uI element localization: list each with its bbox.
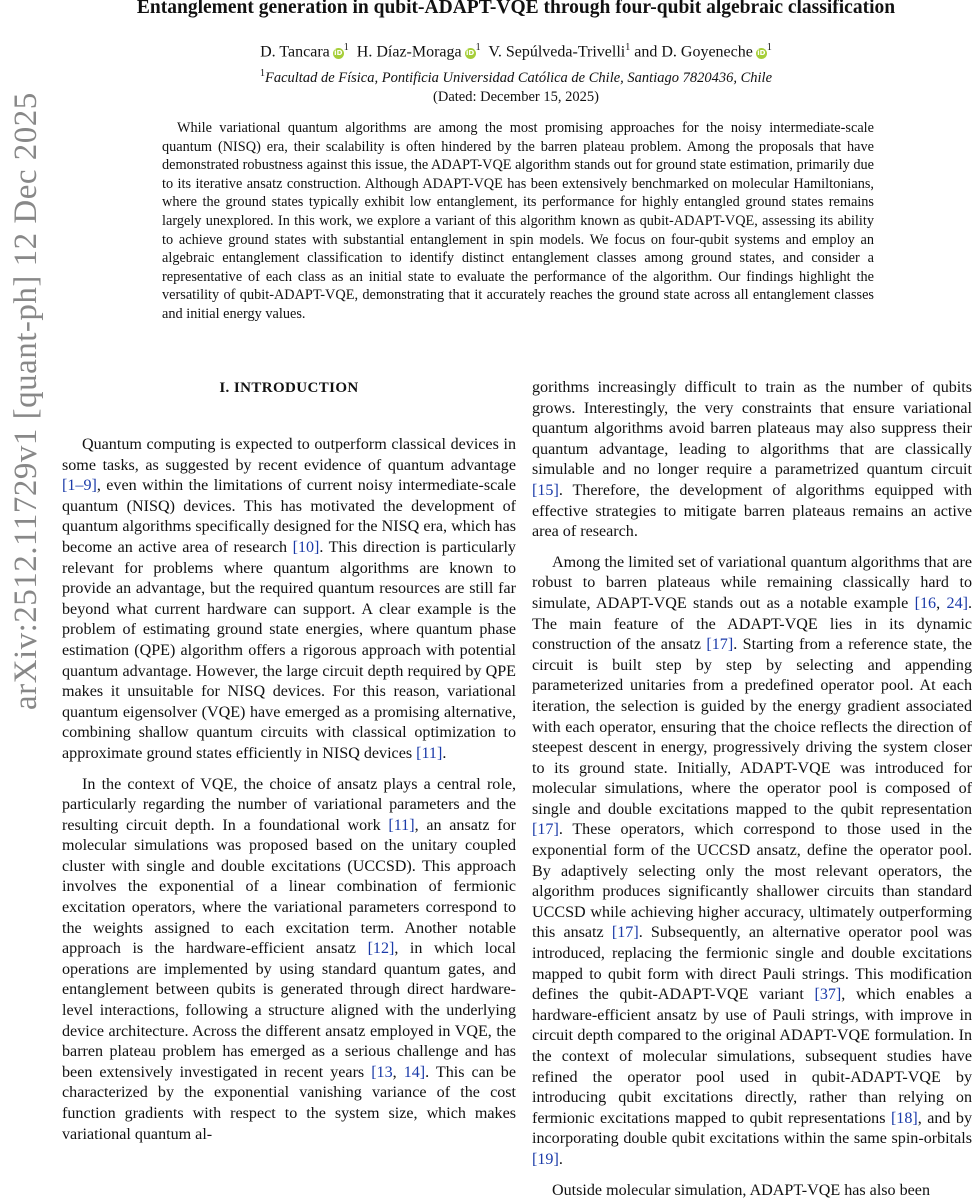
citation-link[interactable]: [18] xyxy=(890,1109,918,1127)
paragraph: gorithms increasingly difficult to train as the number of qubits grows. Interestingly, the very constraints that ensure variational quantum algorithms avoid barren plateaus may also suppress their quantum advantage, leading to algorithms that are classically simulable and no longer require a parametrized quantum circuit [15]. Therefore, the development of algorithms equipped with effective strategies to mitigate barren plateaus remains an active area of research. xyxy=(532,379,972,541)
paragraph: Among the limited set of variational quantum algorithms that are robust to barren plateaus while remaining classically hard to simulate, ADAPT-VQE stands out as a notable example [16, 24]. The main feature of the ADAPT-VQE lies in its dynamic construction of the ansatz [17]. Starting from a reference state, the circuit is built step by step by selecting and appending parameterized unitaries from a predefined operator pool. At each iteration, the selection is guided by the energy gradient associated with each operator, ensuring that the choice reflects the direction of steepest descent in energy, progressively driving the system closer to its ground state. Initially, ADAPT-VQE was introduced for molecular simulations, where the operator pool is composed of single and double excitations mapped to the qubit representation [17]. These operators, which correspond to those used in the exponential form of the UCCSD ansatz, define the operator pool. By adaptively selecting only the most relevant operators, the algorithm produces significantly shallower circuits than standard UCCSD while achieving higher accuracy, ultimately outperforming this ansatz [17]. Subsequently, an alternative operator pool was introduced, replacing the fermionic single and double excitations mapped to qubit form with direct Pauli strings. This modification defines the qubit-ADAPT-VQE variant [37], which enables a hardware-efficient ansatz by use of Pauli strings, with improve in circuit depth compared to the original ADAPT-VQE formulation. In the context of molecular simulations, subsequent studies have refined the operator pool used in qubit-ADAPT-VQE by introducing qubit excitations directly, rather than relying on fermionic excitations mapped to qubit representations [18], and by incorporating double qubit excitations within the same spin-orbitals [19]. xyxy=(532,553,972,1168)
author-name[interactable]: H. Díaz-Moraga xyxy=(356,43,462,61)
section-heading-introduction: I. INTRODUCTION xyxy=(219,380,359,396)
citation-link[interactable]: [16 xyxy=(914,594,937,612)
citation-link[interactable]: [10] xyxy=(292,538,320,556)
abstract: While variational quantum algorithms are among the most promising approaches for the noisy intermediate-scale quantum (NISQ) era, their scalability is often hindered by the barren plateau problem. Among the proposals that have demonstrated robustness against this issue, the ADAPT-VQE algorithm stands out for ground state estimation, primarily due to its iterative ansatz construction. Although ADAPT-VQE has been extensively benchmarked on molecular Hamiltonians, where the ground states typically exhibit low entanglement, its performance for highly entangled ground states remains largely unexplored. In this work, we explore a variant of this algorithm known as qubit-ADAPT-VQE, assessing its ability to achieve ground states with substantial entanglement in spin models. We focus on four-qubit systems and employ an algebraic entanglement classification to identify distinct entanglement classes among ground states, and consider a representative of each class as an initial state to evaluate the performance of the algorithm. Our findings highlight the versatility of qubit-ADAPT-VQE, demonstrating that it accurately reaches the ground state across all entanglement classes and initial energy values. xyxy=(162,120,874,322)
citation-link[interactable]: 14] xyxy=(403,1063,426,1081)
citation-link[interactable]: [11] xyxy=(416,744,443,762)
paragraph: Outside molecular simulation, ADAPT-VQE has also been xyxy=(552,1181,930,1199)
citation-link[interactable]: [13 xyxy=(371,1063,393,1081)
citation-link[interactable]: [15] xyxy=(532,481,559,499)
paper-title: Entanglement generation in qubit-ADAPT-VQE through four-qubit algebraic classification xyxy=(136,0,896,18)
left-text-column xyxy=(62,435,516,1145)
citation-link[interactable]: [17] xyxy=(611,924,639,942)
citation-link[interactable]: [17] xyxy=(706,636,734,654)
author-name[interactable]: D. Goyeneche xyxy=(661,43,753,61)
citation-link[interactable]: [12] xyxy=(367,940,395,958)
citation-link[interactable]: [11] xyxy=(388,816,415,834)
author-name[interactable]: V. Sepúlveda-Trivelli xyxy=(488,43,626,61)
paragraph: Quantum computing is expected to outperform classical devices in some tasks, as suggested by recent evidence of quantum advantage [1–9], even within the limitations of current noisy intermediate-scale quantum (NISQ) devices. This has motivated the development of quantum algorithms specifically designed for the NISQ era, which has become an active area of research [10]. This direction is particularly relevant for problems where quantum algorithms are known to provide an advantage, but the required quantum resources are still far beyond what current hardware can support. A clear example is the problem of estimating ground state energies, where quantum phase estimation (QPE) algorithm offers a rigorous approach with potential quantum advantage. However, the large circuit depth required by QPE makes it unsuitable for NISQ devices. For this reason, variational quantum eigensolver (VQE) have emerged as a promising alternative, combining shallow quantum circuits with classical optimization to approximate ground states efficiently in NISQ devices [11]. xyxy=(62,436,516,762)
orcid-icon[interactable]: iD xyxy=(757,49,766,58)
citation-link[interactable]: [1–9] xyxy=(62,477,97,495)
citation-link[interactable]: [19] xyxy=(532,1150,559,1168)
citation-link[interactable]: [37] xyxy=(814,986,842,1004)
orcid-icon[interactable]: iD xyxy=(334,49,343,58)
affiliation: $^1$Facultad de Física, Pontificia Universidad Católica de Chile, Santiago 7820436, Chile xyxy=(259,68,773,86)
author-name[interactable]: D. Tancara xyxy=(260,43,330,61)
author-list: D. Tancara $iD^1$ H. Díaz-Moraga $iD^1$ V. Sepúlveda-Trivelli$^1$ and D. Goyeneche $iD^1$ xyxy=(260,42,772,61)
arxiv-sidebar-stamp: arXiv:2512.11729v1 [quant-ph] 12 Dec 2025 xyxy=(8,92,44,710)
citation-link[interactable]: [17] xyxy=(532,821,559,839)
paragraph: In the context of VQE, the choice of ansatz plays a central role, particularly regarding the number of variational parameters and the resulting circuit depth. In a foundational work [11], an ansatz for molecular simulations was proposed based on the unitary coupled cluster with single and double excitations (UCCSD). This approach involves the exponential of a linear combination of fermionic excitation operators, where the variational parameters correspond to the weights assigned to each excitation term. Another notable approach is the hardware-efficient ansatz [12], in which local operations are implemented by using standard quantum gates, and entanglement between qubits is generated through direct hardware-level interactions, following a structure aligned with the underlying device architecture. Across the different ansatz employed in VQE, the barren plateau problem has emerged as a serious challenge and has been extensively investigated in recent years [13, 14]. This can be characterized by the exponential vanishing variance of the cost function gradients with respect to the system size, which makes variational quantum al- xyxy=(62,775,517,1143)
and-word: and xyxy=(634,43,658,61)
right-text-column xyxy=(532,378,972,1201)
citation-link[interactable]: 24] xyxy=(946,594,968,612)
date-line: (Dated: December 15, 2025) xyxy=(433,89,599,105)
orcid-icon[interactable]: iD xyxy=(466,49,475,58)
